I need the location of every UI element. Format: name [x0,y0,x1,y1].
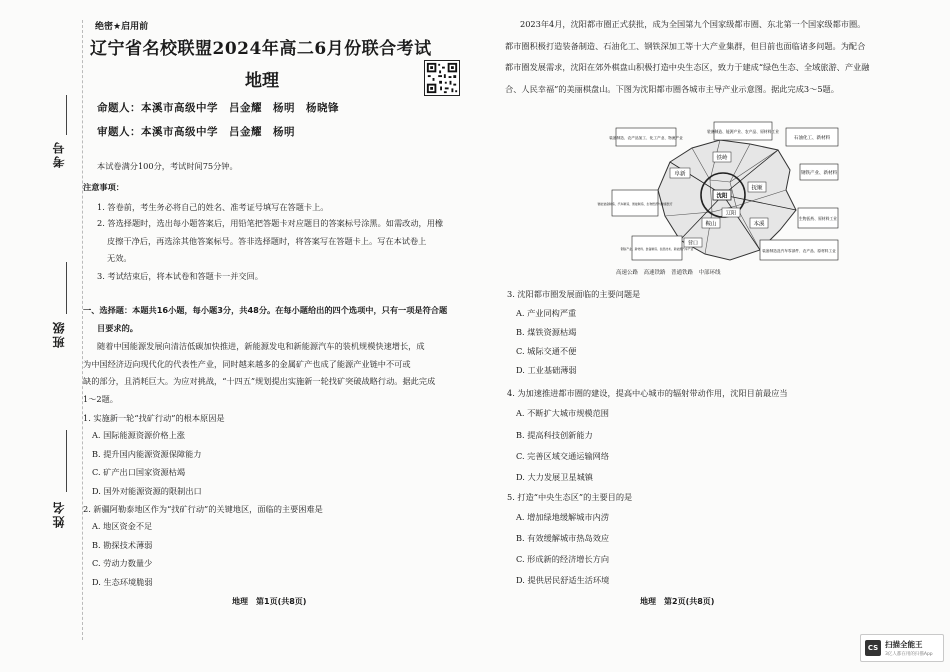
notice-item-2-cont: 皮擦干净后，再选涂其他答案标号。答非选择题时，将答案写在答题卡上。写在本试卷上 [107,236,427,246]
scanner-title: 扫描全能王 [885,640,923,649]
binding-margin [0,0,82,672]
map-city-fuxin: 阜新 [674,171,686,178]
q4-option-b[interactable]: B. 提高科技创新能力 [516,430,593,440]
q4-option-a[interactable]: A. 不断扩大城市规模范围 [516,408,609,418]
question-5-stem: 5. 打造“中央生态区”的主要目的是 [507,492,633,502]
page-2-footer: 地理 第2页(共8页) [640,597,715,606]
map-city-benxi: 本溪 [753,221,765,228]
author-line: 命题人：本溪市高级中学 吕金耀 杨明 杨晓锋 [97,102,339,114]
notice-item-2: 2. 答选择题时，选出每小题答案后，用铅笔把答题卡对应题目的答案标号涂黑。如需改动，用橡 [97,218,444,228]
q1-option-b[interactable]: B. 提升国内能源资源保障能力 [92,449,202,459]
scanner-watermark[interactable] [860,634,944,662]
binding-dotted-line [82,20,83,640]
name-line [66,430,67,492]
q2-option-d[interactable]: D. 生态环境脆弱 [92,577,153,587]
subject-title: 地理 [245,71,279,91]
exam-title: 辽宁省名校联盟2024年高二6月份联合考试 [90,39,432,59]
map-city-fushun: 抚顺 [751,185,763,192]
map-box-fushun-industry: 石油化工、新材料 [794,136,830,141]
passage-2-line-1: 2023年4月，沈阳都市圈正式获批，成为全国第九个国家级都市圈、东北第一个国家级都市圈。 [520,19,866,29]
q5-option-d[interactable]: D. 提供居民舒适生活环境 [516,575,610,585]
map-box-liaoyang-industry: 生物医药、原材料工业 [799,216,837,221]
map-city-shenyang: 沈阳 [716,193,728,200]
class-label: 班级 [52,320,66,348]
camscanner-icon: CS [865,640,881,656]
q5-option-a[interactable]: A. 增加绿地缓解城市内涝 [516,512,609,522]
q3-option-c[interactable]: C. 城际交通不便 [516,346,577,356]
q2-option-b[interactable]: B. 勘探技术薄弱 [92,540,153,550]
map-city-liaoyang: 辽阳 [725,210,737,217]
map-box-fuxin-industry: 装备制造、农产品加工、化工产业、物流产业 [609,136,683,140]
question-1-stem: 1. 实施新一轮“找矿行动”的根本原因是 [83,413,225,423]
q5-option-b[interactable]: B. 有效缓解城市热岛效应 [516,533,610,543]
q5-option-c[interactable]: C. 形成新的经济增长方向 [516,554,610,564]
q1-option-d[interactable]: D. 国外对能源资源的限制出口 [92,486,202,496]
map-city-yingkou: 营口 [687,240,699,247]
map-box-tieling-industry: 装备制造、能源产业、农产品、原材料工业 [706,129,780,134]
shenyang-metro-industry-map [597,120,842,278]
q1-option-a[interactable]: A. 国际能源资源价格上涨 [92,430,185,440]
score-time-text: 本试卷满分100分，考试时间75分钟。 [97,161,238,171]
qr-code-icon[interactable] [424,60,460,96]
notice-heading: 注意事项： [83,182,124,192]
q2-option-c[interactable]: C. 劳动力数量少 [92,558,153,568]
q4-option-c[interactable]: C. 完善区域交通运输网络 [516,451,610,461]
passage-2-line-3: 都市圈发展需求，沈阳在郊外棋盘山积极打造中央生态区，致力于建成“绿色生态、全域旅游、产业融 [505,62,870,72]
confidential-mark: 绝密★启用前 [95,22,149,32]
passage-1-line-1: 随着中国能源发展向清洁低碳加快推进，新能源发电和新能源汽车的装机规模快速增长，成 [97,341,425,351]
passage-1-line-2: 为中国经济迈向现代化的代表性产业，同时越来越多的金属矿产也成了能源产业链中不可或 [83,359,411,369]
question-3-stem: 3. 沈阳都市圈发展面临的主要问题是 [507,289,641,299]
page-1-footer: 地理 第1页(共8页) [232,597,307,606]
q3-option-b[interactable]: B. 煤铁资源枯竭 [516,327,577,337]
exam-number-label: 考号 [52,140,66,168]
passage-2-line-4: 合、人民幸福”的美丽棋盘山。下图为沈阳都市圈各城市主导产业示意图。据此完成3～5题。 [505,84,839,94]
scanner-subtitle: 3亿人都在用的扫描App [885,652,933,657]
map-box-anshan-industry: 钢铁产业、新材料、装备制造、信息技术、新能源汽车产业 [620,247,694,251]
notice-item-3: 3. 考试结束后，将本试卷和答题卡一并交回。 [97,271,263,281]
notice-item-1: 1. 答卷前，考生务必将自己的姓名、准考证号填写在答题卡上。 [97,202,329,212]
map-box-yingkou-industry: 装备制造及汽车零部件、农产品、原材料工业 [762,249,836,253]
map-city-anshan: 鞍山 [705,221,717,228]
section-one-instructions-cont: 目要求的。 [97,323,138,333]
q2-option-a[interactable]: A. 地区资金不足 [92,521,153,531]
notice-item-2-cont2: 无效。 [107,253,132,263]
passage-2-line-2: 都市圈积极打造装备制造、石油化工、钢铁深加工等十大产业集群，但目前也面临诸多问题。为配合 [505,41,866,51]
reviewer-line: 审题人：本溪市高级中学 吕金耀 杨明 [97,126,295,138]
q4-option-d[interactable]: D. 大力发展卫星城镇 [516,472,593,482]
map-box-shenyang-industry: 智能装备制造、汽车制造、智能制造、生物医药与健康医疗 [597,202,673,206]
map-legend: 高速公路 高速铁路 普通铁路 中部环线 [616,270,721,276]
name-label: 姓名 [52,500,66,528]
question-2-stem: 2. 新疆阿勒泰地区作为“找矿行动”的关键地区，面临的主要困难是 [83,504,323,514]
q3-option-a[interactable]: A. 产业同构严重 [516,308,577,318]
map-city-tieling: 铁岭 [716,155,728,162]
section-one-instructions: 一、选择题：本题共16小题，每小题3分，共48分。在每小题给出的四个选项中，只有一项是符合题 [83,305,448,315]
question-4-stem: 4. 为加速推进都市圈的建设，提高中心城市的辐射带动作用，沈阳目前最应当 [507,388,788,398]
exam-number-line [66,95,67,135]
q1-option-c[interactable]: C. 矿产出口国家资源枯竭 [92,467,186,477]
map-box-benxi-industry: 钢铁产业、新材料 [801,171,837,176]
q3-option-d[interactable]: D. 工业基础薄弱 [516,365,577,375]
passage-1-line-4: 1～2题。 [83,394,118,404]
class-line [66,262,67,314]
passage-1-line-3: 缺的部分，且消耗巨大。为应对挑战，“十四五”规划提出实施新一轮找矿突破战略行动。据此完成 [83,376,436,386]
